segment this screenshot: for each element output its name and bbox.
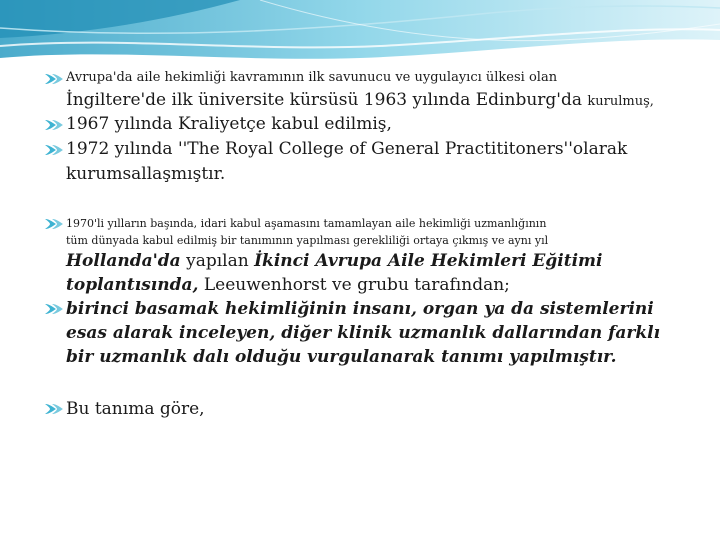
- bold-text: Hollanda'da: [66, 251, 181, 271]
- bullet-england: [44, 68, 704, 112]
- bullet-according: [44, 397, 704, 421]
- bullet-text-line: esas alarak inceleyen, diğer klinik uzmanlık dallarından farklı: [66, 323, 661, 343]
- bullet-text-line: Avrupa'da aile hekimliği kavramının ilk savunucu ve uygulayıcı ülkesi olan: [66, 70, 558, 85]
- slide-content: [44, 68, 704, 421]
- bullet-text-line: 1967 yılında Kraliyetçe kabul edilmiş,: [66, 114, 392, 134]
- bullet-text-line: 1970'li yılların başında, idari kabul aşamasını tamamlayan aile hekimliği uzmanlığının: [66, 217, 547, 230]
- bullet-text-line: birinci basamak hekimliğinin insanı, organ ya da sistemlerini: [66, 299, 654, 319]
- text-main: İngiltere'de ilk üniversite kürsüsü 1963 yılında Edinburg'da: [66, 90, 588, 110]
- text-small: kurulmuş,: [587, 94, 654, 109]
- normal-text: yapılan: [180, 251, 255, 271]
- bullet-text-line: kurumsallaşmıştır.: [66, 164, 226, 184]
- bullet-text-line: [66, 88, 704, 112]
- bullet-text-line: [66, 249, 704, 273]
- bullet-1970s: [44, 215, 704, 297]
- bullet-arrow-icon: [44, 118, 64, 132]
- bold-text: İkinci Avrupa Aile Hekimleri Eğitimi: [254, 251, 603, 271]
- bullet-text-line: Bu tanıma göre,: [66, 399, 205, 419]
- bullet-text-line: [66, 273, 704, 297]
- bold-text: toplantısında,: [66, 275, 199, 295]
- normal-text: Leeuwenhorst ve grubu tarafından;: [198, 275, 510, 295]
- bullet-text-line: 1972 yılında ''The Royal College of General Practititoners''olarak: [66, 139, 628, 159]
- bullet-arrow-icon: [44, 143, 64, 157]
- bullet-arrow-icon: [44, 302, 64, 316]
- bullet-text-line: tüm dünyada kabul edilmiş bir tanımının yapılması gerekliliği ortaya çıkmış ve aynı yıl: [66, 234, 549, 247]
- bullet-1967: [44, 112, 704, 137]
- bullet-arrow-icon: [44, 217, 64, 231]
- bullet-arrow-icon: [44, 402, 64, 416]
- bullet-arrow-icon: [44, 72, 64, 86]
- bullet-1972: [44, 137, 704, 187]
- bullet-text-line: bir uzmanlık dalı olduğu vurgulanarak tanımı yapılmıştır.: [66, 347, 617, 367]
- bullet-definition: [44, 297, 704, 369]
